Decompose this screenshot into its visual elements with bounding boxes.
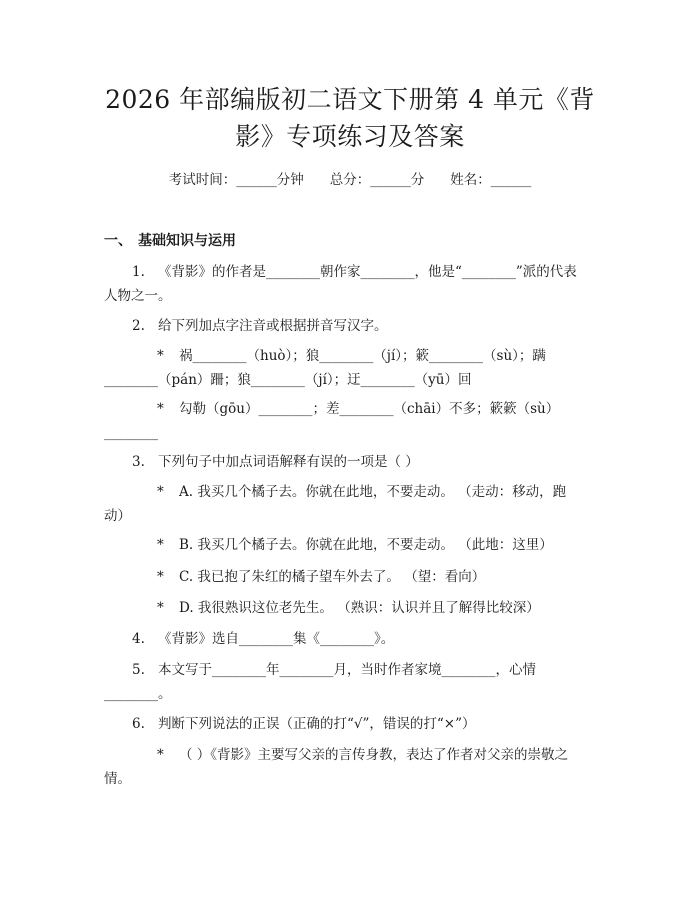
question-number: 5. [132, 662, 145, 678]
option-b [157, 535, 553, 555]
item-text: 勾勒（gōu）________；差________（chāi）不多；簌簌（sù） [179, 401, 560, 417]
option-c [157, 567, 485, 587]
option-text: A. 我买几个橘子去。你就在此地，不要走动。 （走动：移动，跑 [179, 484, 567, 500]
page-title-line-1: 2026 年部编版初二语文下册第 4 单元《背 [105, 85, 595, 114]
question-2-item-2 [157, 399, 559, 419]
bullet-mark: * [157, 401, 164, 417]
option-a [157, 482, 566, 502]
question-4 [132, 629, 394, 649]
exam-meta [0, 168, 700, 188]
question-number: 1. [132, 264, 145, 280]
bullet-mark: * [157, 537, 164, 553]
question-text: 《背影》选自________集《________》。 [158, 631, 395, 647]
bullet-mark: * [157, 348, 164, 364]
question-text: 《背影》的作者是________朝作家________，他是“________”派的代表 [158, 264, 577, 280]
question-number: 6. [132, 716, 145, 732]
option-text: C. 我已抱了朱红的橘子望车外去了。 （望：看向） [179, 569, 486, 585]
option-d [157, 598, 540, 618]
question-6 [132, 714, 476, 734]
question-6-statement-continuation: 情。 [104, 771, 131, 787]
option-text: B. 我买几个橘子去。你就在此地，不要走动。 （此地：这里） [179, 537, 553, 553]
question-2-item-1 [157, 346, 546, 366]
question-3 [132, 452, 419, 472]
question-text: 本文写于________年________月，当时作者家境________，心情 [158, 662, 536, 678]
bullet-mark: * [157, 484, 164, 500]
option-a-continuation: 动） [104, 508, 131, 524]
question-text: 下列句子中加点词语解释有误的一项是（ ） [158, 454, 419, 470]
bullet-mark: * [157, 600, 164, 616]
statement-text: （ ）《背影》主要写父亲的言传身教，表达了作者对父亲的崇敬之 [179, 747, 569, 763]
item-text: 祸________（huò）；狼________（jí）；簌________（sù）；蹒 [179, 348, 546, 364]
section-number: 一、 [104, 233, 132, 249]
question-5-continuation: ________。 [104, 686, 172, 702]
section-title: 基础知识与运用 [138, 233, 236, 249]
question-1-continuation: 人物之一。 [104, 288, 172, 304]
question-5 [132, 660, 536, 680]
question-6-statement [157, 745, 568, 765]
bullet-mark: * [157, 569, 164, 585]
exam-time-field: 考试时间：______分钟 [168, 172, 304, 188]
question-2-item-1-continuation: ________（pán）跚；狼________（jí）；迂________（yū）回 [104, 372, 472, 388]
question-number: 4. [132, 631, 145, 647]
question-number: 3. [132, 454, 145, 470]
question-number: 2. [132, 318, 145, 334]
page-title-line-2: 影》专项练习及答案 [235, 122, 465, 151]
bullet-mark: * [157, 747, 164, 763]
question-2-item-2-continuation: ________ [104, 425, 158, 441]
student-name-field: 姓名：______ [450, 172, 532, 188]
question-1 [132, 262, 577, 282]
option-text: D. 我很熟识这位老先生。 （熟识：认识并且了解得比较深） [179, 600, 540, 616]
question-text: 给下列加点字注音或根据拼音写汉字。 [158, 318, 388, 334]
total-score-field: 总分：______分 [329, 172, 425, 188]
question-text: 判断下列说法的正误（正确的打“√”，错误的打“×”） [158, 716, 476, 732]
section-heading [104, 230, 236, 250]
question-2 [132, 316, 388, 336]
